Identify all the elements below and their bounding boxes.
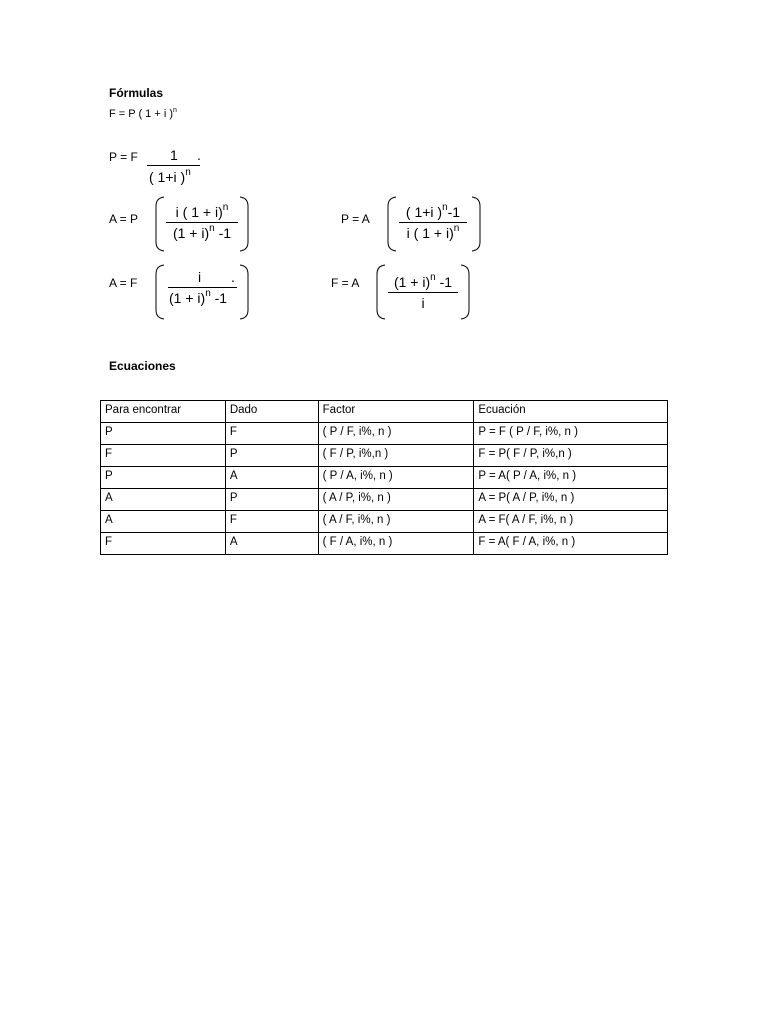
table-cell: ( F / A, i%, n ) <box>318 533 474 555</box>
formula-f-given-p <box>109 108 177 120</box>
formula-p-given-f-fraction-bar <box>147 165 200 166</box>
formula-p-given-a-lhs: P = A <box>341 212 370 226</box>
table-row <box>101 423 668 445</box>
table-row <box>101 445 668 467</box>
table-header-cell: Dado <box>225 401 318 423</box>
formula-f-given-a-num: $(1 + i)^n$ -1 <box>393 272 453 290</box>
formula-p-given-a-num: ( 1+i )$^n$-1 <box>405 202 461 220</box>
table-cell: ( P / F, i%, n ) <box>318 423 474 445</box>
table-cell: ( A / P, i%, n ) <box>318 489 474 511</box>
formula-p-given-f-dot: . <box>197 147 201 163</box>
table-cell: F <box>225 423 318 445</box>
table-row <box>101 511 668 533</box>
table-cell: A <box>225 467 318 489</box>
formula-p-given-a-right-paren <box>470 196 482 252</box>
formula-f-given-p-exp: n <box>173 107 177 114</box>
table-cell: A = F( A / F, i%, n ) <box>474 511 668 533</box>
table-cell: A = P( A / P, i%, n ) <box>474 489 668 511</box>
formula-p-given-a-den: i ( 1 + i)$^n$ <box>406 223 460 241</box>
table-cell: P <box>225 489 318 511</box>
table-header-cell: Para encontrar <box>101 401 226 423</box>
table-cell: A <box>101 511 226 533</box>
table-cell: ( P / A, i%, n ) <box>318 467 474 489</box>
formula-a-given-p-den: $(1 + i)^n$ -1 <box>172 223 232 241</box>
formula-a-given-f-lhs: A = F <box>109 276 138 290</box>
table-cell: A <box>101 489 226 511</box>
ecuaciones-table <box>100 400 668 555</box>
formula-f-given-a-lhs: F = A <box>331 276 360 290</box>
table-row <box>101 489 668 511</box>
table-cell: A <box>225 533 318 555</box>
table-cell: F <box>225 511 318 533</box>
table-cell: P <box>225 445 318 467</box>
table-cell: P <box>101 467 226 489</box>
table-cell: ( F / P, i%,n ) <box>318 445 474 467</box>
formula-a-given-f-left-paren <box>154 264 166 320</box>
table-cell: F <box>101 445 226 467</box>
table-cell: ( A / F, i%, n ) <box>318 511 474 533</box>
ecuaciones-heading: Ecuaciones <box>109 359 176 373</box>
formula-a-given-f-den: $(1 + i)^n$ -1 <box>169 288 228 306</box>
table-row <box>101 467 668 489</box>
table-cell: F = P( F / P, i%,n ) <box>474 445 668 467</box>
table-cell: F <box>101 533 226 555</box>
formula-p-given-f-lhs: P = F <box>109 150 138 164</box>
formula-a-given-f-num: i <box>198 269 202 285</box>
table-cell: F = A( F / A, i%, n ) <box>474 533 668 555</box>
formula-f-given-p-lhs: F = P ( 1 + i ) <box>109 108 173 120</box>
table-header-cell: Ecuación <box>474 401 668 423</box>
formula-a-given-p-left-paren <box>154 196 166 252</box>
formula-p-given-f-den-exp: n <box>185 167 191 178</box>
formula-p-given-a-left-paren <box>386 196 398 252</box>
formula-a-given-p-fraction <box>166 203 238 242</box>
formula-a-given-p-right-paren <box>238 196 250 252</box>
formula-a-given-f-fraction-bar <box>168 287 237 288</box>
formula-f-given-a-right-paren <box>459 264 471 320</box>
formula-p-given-f-den-base: ( 1+i ) <box>149 169 186 185</box>
table-row <box>101 533 668 555</box>
table-cell: P = A( P / A, i%, n ) <box>474 467 668 489</box>
formula-p-given-f-num: 1 <box>170 147 178 163</box>
table-header-cell: Factor <box>318 401 474 423</box>
formula-f-given-a-fraction <box>388 273 458 312</box>
formula-a-given-f-right-paren <box>238 264 250 320</box>
formula-f-given-a-den: i <box>421 295 425 311</box>
formula-a-given-f-dot: . <box>231 269 235 285</box>
formula-a-given-p-num: i ( 1 + i)$^n$ <box>175 202 229 220</box>
formula-p-given-a-fraction <box>399 203 467 242</box>
table-cell: P = F ( P / F, i%, n ) <box>474 423 668 445</box>
formula-p-given-f-den <box>149 169 191 185</box>
table-header-row <box>101 401 668 423</box>
formula-a-given-p-lhs: A = P <box>109 212 139 226</box>
formula-f-given-a-left-paren <box>375 264 387 320</box>
table-cell: P <box>101 423 226 445</box>
formulas-heading: Fórmulas <box>109 86 164 100</box>
